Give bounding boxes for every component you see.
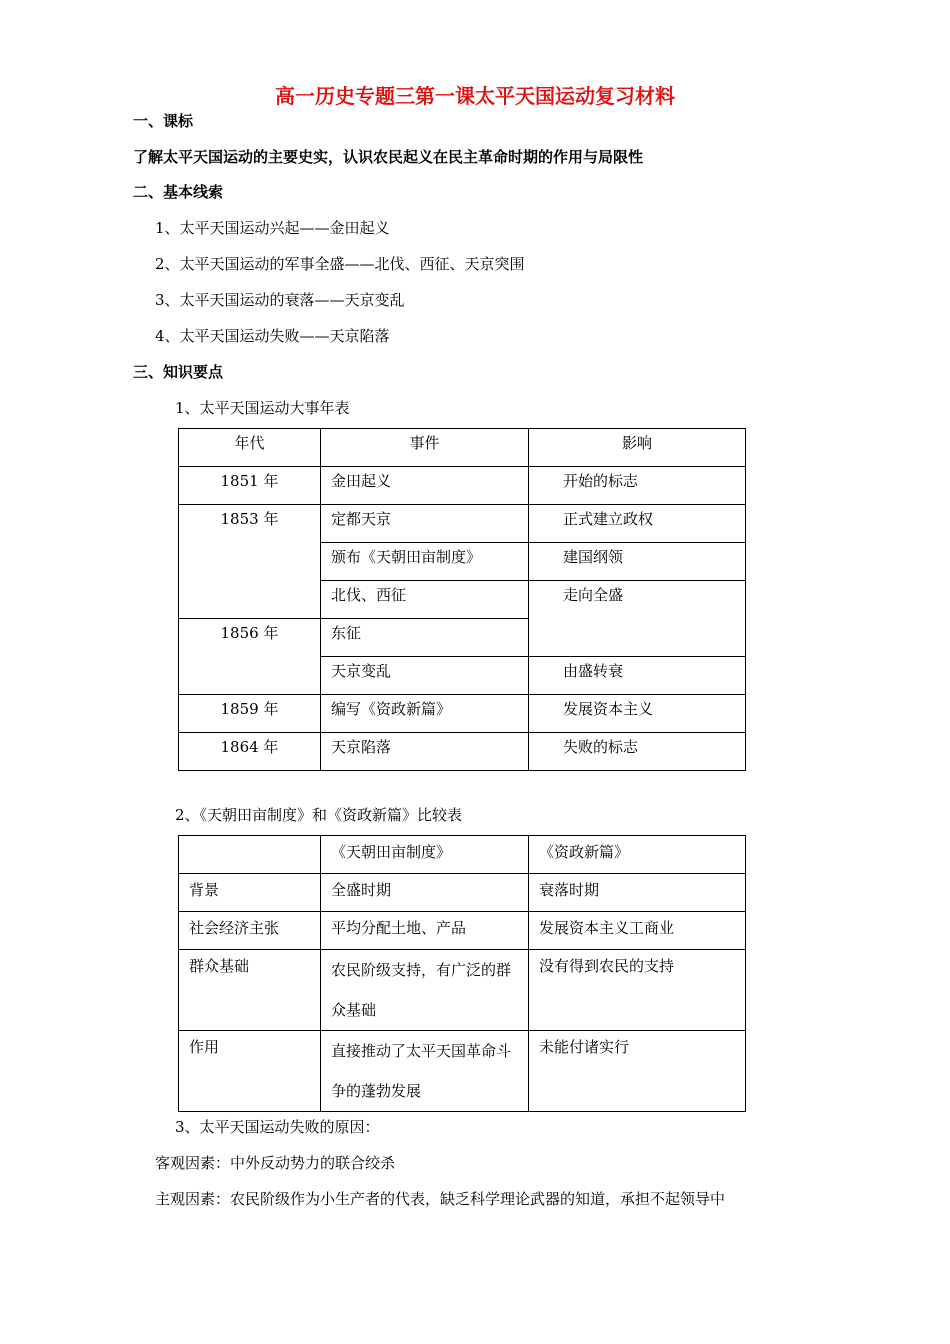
curriculum-standard-text: 了解太平天国运动的主要史实，认识农民起义在民主革命时期的作用与局限性 <box>133 148 644 166</box>
impact-cell: 正式建立政权 <box>529 505 746 543</box>
event-cell: 北伐、西征 <box>321 581 529 619</box>
table-cell: 平均分配土地、产品 <box>321 912 529 950</box>
table-cell: 衰落时期 <box>529 874 746 912</box>
table-cell: 没有得到农民的支持 <box>529 950 746 1031</box>
table-row <box>179 733 746 771</box>
year-cell: 1864 年 <box>179 733 321 771</box>
impact-cell: 由盛转衰 <box>529 657 746 695</box>
table1-caption: 1、太平天国运动大事年表 <box>175 399 350 417</box>
table-cell: 农民阶级支持，有广泛的群众基础 <box>321 950 529 1031</box>
impact-cell: 走向全盛 <box>529 581 746 657</box>
table2-caption: 2、《天朝田亩制度》和《资政新篇》比较表 <box>175 806 463 824</box>
table-row <box>179 429 746 467</box>
row-label-cell: 群众基础 <box>179 950 321 1031</box>
table-header-cell: 《天朝田亩制度》 <box>321 836 529 874</box>
year-cell: 1851 年 <box>179 467 321 505</box>
table-header-cell: 《资政新篇》 <box>529 836 746 874</box>
event-cell: 天京变乱 <box>321 657 529 695</box>
clue-item: 4、太平天国运动失败——天京陷落 <box>155 327 390 345</box>
impact-cell: 发展资本主义 <box>529 695 746 733</box>
event-cell: 颁布《天朝田亩制度》 <box>321 543 529 581</box>
row-label-cell: 社会经济主张 <box>179 912 321 950</box>
table-header-cell: 年代 <box>179 429 321 467</box>
table-row <box>179 950 746 1031</box>
event-cell: 天京陷落 <box>321 733 529 771</box>
section2-heading: 二、基本线索 <box>133 183 224 201</box>
year-cell: 1859 年 <box>179 695 321 733</box>
impact-cell: 建国纲领 <box>529 543 746 581</box>
event-cell: 东征 <box>321 619 529 657</box>
clue-item: 1、太平天国运动兴起——金田起义 <box>155 219 390 237</box>
table-cell: 未能付诸实行 <box>529 1031 746 1112</box>
year-cell: 1853 年 <box>179 505 321 619</box>
clue-item: 2、太平天国运动的军事全盛——北伐、西征、天京突围 <box>155 255 525 273</box>
row-label-cell: 背景 <box>179 874 321 912</box>
table-cell: 直接推动了太平天国革命斗争的蓬勃发展 <box>321 1031 529 1112</box>
failure-reasons-heading: 3、太平天国运动失败的原因： <box>175 1118 380 1136</box>
event-cell: 定都天京 <box>321 505 529 543</box>
comparison-table <box>178 835 746 1112</box>
row-label-cell: 作用 <box>179 1031 321 1112</box>
section1-heading: 一、课标 <box>133 112 194 130</box>
table-header-cell: 影响 <box>529 429 746 467</box>
table-row <box>179 505 746 543</box>
table-row <box>179 836 746 874</box>
table-row <box>179 1031 746 1112</box>
table-cell: 全盛时期 <box>321 874 529 912</box>
subjective-factor: 主观因素：农民阶级作为小生产者的代表，缺乏科学理论武器的知道，承担不起领导中 <box>155 1190 726 1208</box>
clue-item: 3、太平天国运动的衰落——天京变乱 <box>155 291 405 309</box>
table-header-cell: 事件 <box>321 429 529 467</box>
section3-heading: 三、知识要点 <box>133 363 224 381</box>
table-row <box>179 467 746 505</box>
event-cell: 编写《资政新篇》 <box>321 695 529 733</box>
impact-cell: 失败的标志 <box>529 733 746 771</box>
page-title: 高一历史专题三第一课太平天国运动复习材料 <box>275 84 675 108</box>
table-header-cell <box>179 836 321 874</box>
events-timeline-table <box>178 428 746 771</box>
table-cell: 发展资本主义工商业 <box>529 912 746 950</box>
table-row <box>179 912 746 950</box>
event-cell: 金田起义 <box>321 467 529 505</box>
table-row <box>179 695 746 733</box>
table-row <box>179 874 746 912</box>
year-cell: 1856 年 <box>179 619 321 695</box>
objective-factor: 客观因素：中外反动势力的联合绞杀 <box>155 1154 396 1172</box>
impact-cell: 开始的标志 <box>529 467 746 505</box>
